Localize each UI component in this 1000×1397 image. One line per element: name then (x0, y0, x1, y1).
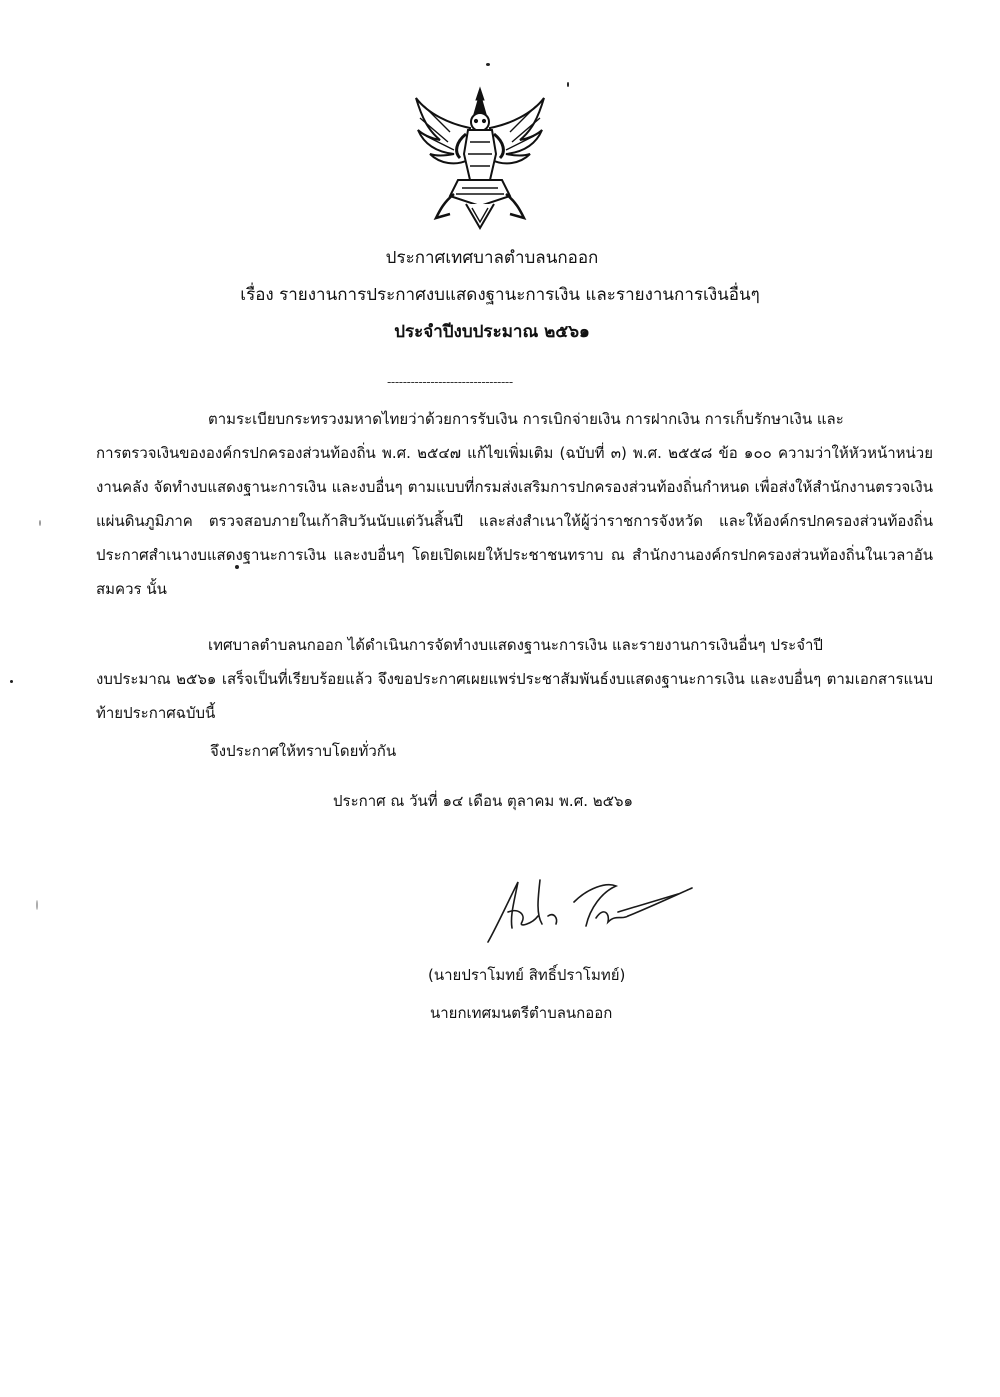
scan-speck (486, 63, 490, 66)
announcement-date: ประกาศ ณ วันที่ ๑๔ เดือน ตุลาคม พ.ศ. ๒๕๖๑ (333, 792, 634, 810)
paragraph-action-rest: งบประมาณ ๒๕๖๑ เสร็จเป็นที่เรียบร้อยแล้ว จึงขอประกาศเผยแพร่ประชาสัมพันธ์งบแสดงฐานะการเงิน และงบอื่นๆ ตามเอกสารแนบท้ายประกาศฉบับนี้ (96, 670, 933, 722)
scan-speck (235, 565, 239, 569)
paragraph-regulation-body (96, 436, 933, 606)
paragraph-regulation-rest: การตรวจเงินขององค์กรปกครองส่วนท้องถิ่น พ.ศ. ๒๕๔๗ แก้ไขเพิ่มเติม (ฉบับที่ ๓) พ.ศ. ๒๕๕๘ ข้อ ๑๐๐ ความว่าให้หัวหน้าหน่วยงานคลัง จัดทำงบแสดงฐานะการเงิน และงบอื่นๆ ตามแบบที่กรมส่งเสริมการปกครองส่วนท้องถิ่นกำหนด เพื่อส่งให้สำนักงานตรวจเงินแผ่นดินภูมิภาค ตรวจสอบภายในเก้าสิบวันนับแต่วันสิ้นปี และส่งสำเนาให้ผู้ว่าราชการจังหวัด และให้องค์กรปกครองส่วนท้องถิ่นประกาศสำเนางบแสดงฐานะการเงิน และงบอื่นๆ โดยเปิดเผยให้ประชาชนทราบ ณ สำนักงานองค์กรปกครองส่วนท้องถิ่นในเวลาอันสมควร นั้น (96, 444, 933, 598)
scan-speck (567, 82, 569, 87)
fiscal-year-title: ประจำปีงบประมาณ ๒๕๖๑ (394, 322, 590, 342)
closing-line: จึงประกาศให้ทราบโดยทั่วกัน (210, 742, 397, 760)
garuda-emblem-icon (410, 84, 550, 232)
scan-speck (36, 900, 38, 910)
paragraph-regulation-first-line: ตามระเบียบกระทรวงมหาดไทยว่าด้วยการรับเงิน การเบิกจ่ายเงิน การฝากเงิน การเก็บรักษาเงิน และ (208, 410, 844, 428)
handwritten-signature (478, 858, 698, 948)
scan-speck (10, 680, 13, 683)
paragraph-action-first-line: เทศบาลตำบลนกออก ได้ดำเนินการจัดทำงบแสดงฐานะการเงิน และรายงานการเงินอื่นๆ ประจำปี (208, 636, 823, 654)
signer-position: นายกเทศมนตรีตำบลนกออก (430, 1004, 613, 1022)
paragraph-regulation (208, 402, 933, 436)
signer-name: (นายปราโมทย์ สิทธิ์ปราโมทย์) (428, 966, 626, 984)
org-title: ประกาศเทศบาลตำบลนกออก (385, 248, 599, 268)
subject-title: เรื่อง รายงานการประกาศงบแสดงฐานะการเงิน และรายงานการเงินอื่นๆ (240, 285, 760, 305)
paragraph-action (208, 628, 933, 662)
header-divider: -------------------------------- (387, 375, 513, 389)
scan-speck (39, 520, 41, 526)
paragraph-action-body (96, 662, 933, 730)
announcement-header (0, 240, 1000, 350)
